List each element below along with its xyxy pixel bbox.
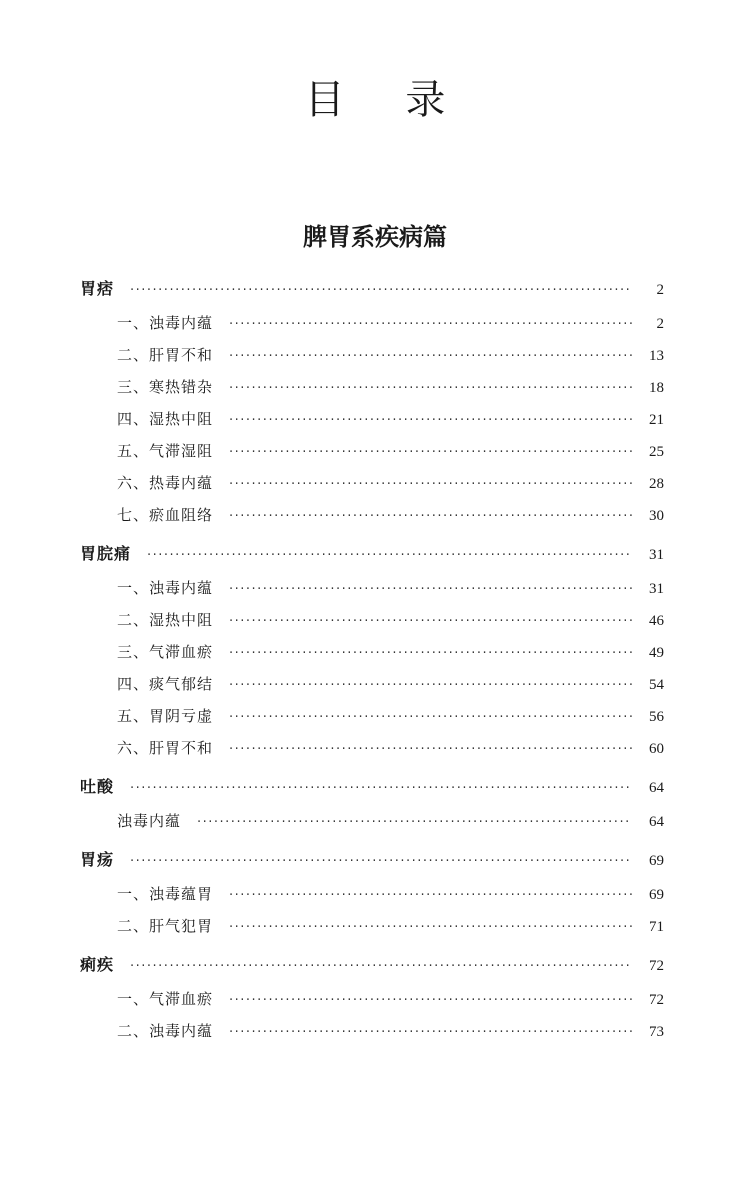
toc-subentry-label: 六、热毒内蕴 [117, 474, 214, 492]
toc-page-number: 72 [649, 958, 664, 974]
dot-leader [229, 437, 632, 469]
toc-page-number: 64 [649, 780, 664, 796]
dot-leader [229, 734, 632, 766]
dot-leader [229, 309, 632, 341]
dot-leader [229, 1017, 632, 1049]
dot-leader [229, 912, 632, 944]
toc-page-number: 54 [649, 677, 664, 693]
dot-leader [229, 341, 632, 373]
page-title: 目 录 [304, 77, 470, 123]
toc-subentry[interactable] [80, 668, 664, 700]
dot-leader [229, 501, 632, 533]
toc-subentry-label: 一、气滞血瘀 [117, 990, 214, 1008]
toc-subentry-label: 三、寒热错杂 [117, 378, 214, 396]
toc-subentry-label: 四、痰气郁结 [117, 675, 214, 693]
toc-subentry[interactable] [80, 878, 664, 910]
toc-page-number: 46 [649, 613, 664, 629]
toc-subentry-label: 浊毒内蕴 [117, 812, 182, 830]
toc-subentry-label: 五、气滞湿阻 [117, 442, 214, 460]
toc-subentry[interactable] [80, 805, 664, 837]
toc-page-number: 72 [649, 992, 664, 1008]
toc-subentry-label: 二、肝胃不和 [117, 346, 214, 364]
toc-page-number: 21 [649, 412, 664, 428]
toc-page-number: 28 [649, 476, 664, 492]
toc-subentry[interactable] [80, 700, 664, 732]
toc-page-number: 18 [649, 380, 664, 396]
toc-page-number: 69 [649, 887, 664, 903]
toc-section-label: 吐酸 [80, 777, 115, 796]
toc-page-number: 60 [649, 741, 664, 757]
toc-subentry[interactable] [80, 467, 664, 499]
dot-leader [147, 537, 632, 574]
toc-subentry[interactable] [80, 339, 664, 371]
toc-section-label: 胃脘痛 [80, 544, 132, 563]
toc-page-number: 49 [649, 645, 664, 661]
dot-leader [130, 770, 632, 807]
toc-subentry[interactable] [80, 499, 664, 531]
toc-subentry[interactable] [80, 307, 664, 339]
toc-subentry[interactable] [80, 435, 664, 467]
toc-subentry-label: 三、气滞血瘀 [117, 643, 214, 661]
toc-page-number: 31 [649, 547, 664, 563]
toc-subentry-label: 二、湿热中阻 [117, 611, 214, 629]
toc-subentry[interactable] [80, 572, 664, 604]
toc-subentry[interactable] [80, 732, 664, 764]
toc-subentry-label: 二、浊毒内蕴 [117, 1022, 214, 1040]
dot-leader [197, 807, 632, 839]
dot-leader [229, 469, 632, 501]
table-of-contents [80, 270, 664, 1047]
toc-subentry[interactable] [80, 636, 664, 668]
dot-leader [229, 880, 632, 912]
dot-leader [229, 574, 632, 606]
toc-subentry-label: 一、浊毒内蕴 [117, 579, 214, 597]
toc-page-number: 64 [649, 814, 664, 830]
toc-section-entry[interactable] [80, 946, 664, 983]
toc-subentry[interactable] [80, 371, 664, 403]
toc-section-entry[interactable] [80, 841, 664, 878]
toc-section-label: 胃疡 [80, 850, 115, 869]
toc-subentry[interactable] [80, 604, 664, 636]
toc-page-number: 30 [649, 508, 664, 524]
toc-subentry-label: 二、肝气犯胃 [117, 917, 214, 935]
toc-section-label: 胃痞 [80, 279, 115, 298]
toc-page-number: 2 [656, 282, 664, 298]
toc-section-entry[interactable] [80, 535, 664, 572]
toc-subentry[interactable] [80, 1015, 664, 1047]
dot-leader [130, 843, 632, 880]
toc-page-number: 2 [656, 316, 664, 332]
toc-page-number: 56 [649, 709, 664, 725]
toc-page-number: 71 [649, 919, 664, 935]
dot-leader [229, 638, 632, 670]
dot-leader [229, 606, 632, 638]
toc-page-number: 31 [649, 581, 664, 597]
toc-subentry[interactable] [80, 983, 664, 1015]
toc-subentry-label: 五、胃阴亏虚 [117, 707, 214, 725]
toc-section-entry[interactable] [80, 270, 664, 307]
toc-subentry[interactable] [80, 910, 664, 942]
toc-subentry[interactable] [80, 403, 664, 435]
dot-leader [229, 670, 632, 702]
dot-leader [229, 373, 632, 405]
toc-page-number: 13 [649, 348, 664, 364]
dot-leader [130, 948, 632, 985]
dot-leader [229, 405, 632, 437]
dot-leader [229, 985, 632, 1017]
dot-leader [130, 272, 632, 309]
dot-leader [229, 702, 632, 734]
toc-subentry-label: 四、湿热中阻 [117, 410, 214, 428]
toc-page-number: 25 [649, 444, 664, 460]
toc-subentry-label: 一、浊毒蕴胃 [117, 885, 214, 903]
toc-subentry-label: 七、瘀血阻络 [117, 506, 214, 524]
toc-subentry-label: 六、肝胃不和 [117, 739, 214, 757]
toc-section-entry[interactable] [80, 768, 664, 805]
toc-section-label: 痢疾 [80, 955, 115, 974]
toc-page-number: 69 [649, 853, 664, 869]
part-title: 脾胃系疾病篇 [303, 222, 447, 251]
toc-subentry-label: 一、浊毒内蕴 [117, 314, 214, 332]
toc-page-number: 73 [649, 1024, 664, 1040]
